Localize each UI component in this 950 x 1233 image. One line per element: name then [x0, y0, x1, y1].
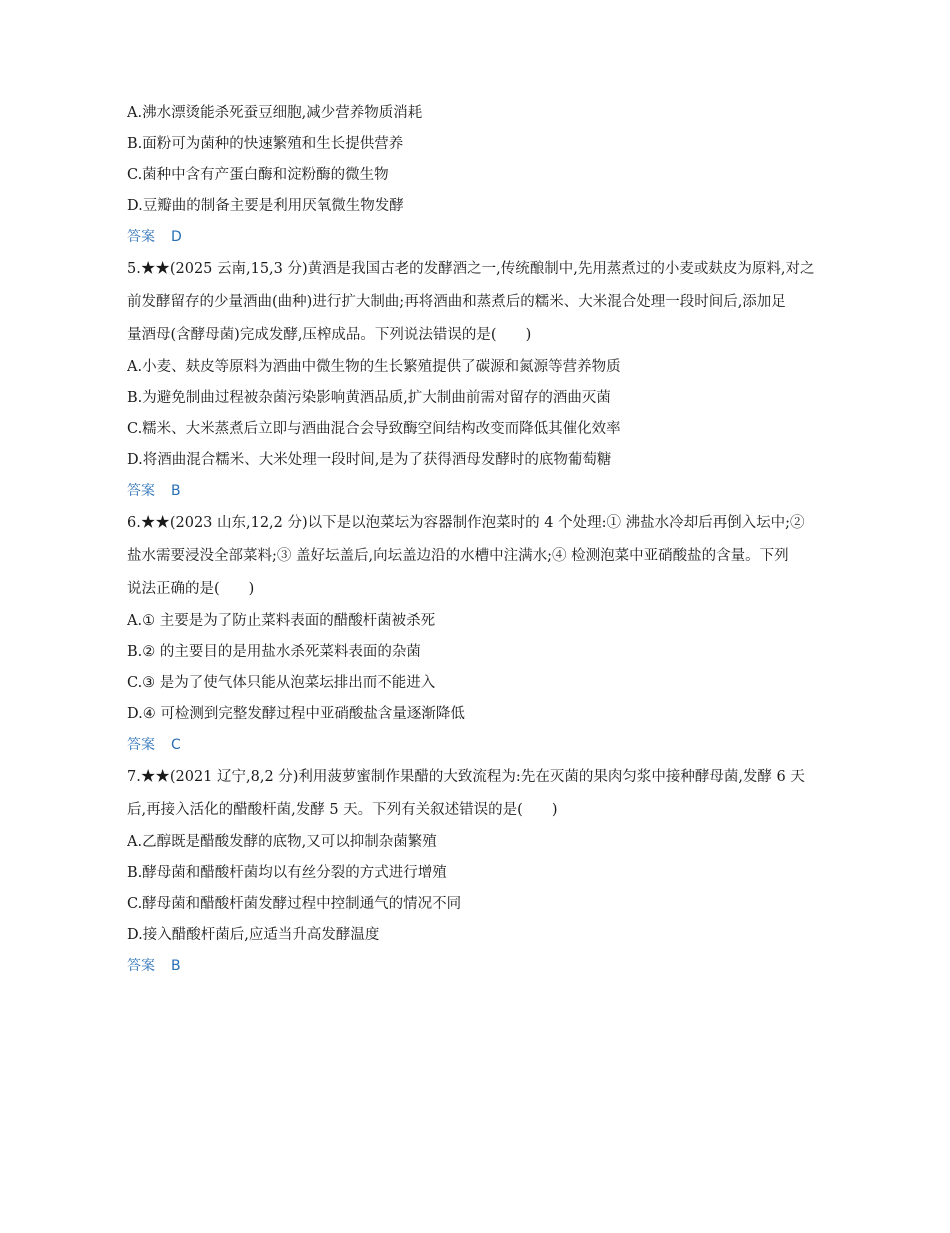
q5-option-c: C.糯米、大米蒸煮后立即与酒曲混合会导致酶空间结构改变而降低其催化效率	[127, 421, 621, 437]
q5-option-a: A.小麦、麸皮等原料为酒曲中微生物的生长繁殖提供了碳源和氮源等营养物质	[127, 359, 621, 375]
answer-label: 答案	[127, 737, 155, 753]
q6-stem-line-3: 说法正确的是( )	[127, 581, 255, 597]
q6-option-b: B.② 的主要目的是用盐水杀死菜料表面的杂菌	[127, 644, 421, 660]
q6-stem-line-1: 6.★★(2023 山东,12,2 分)以下是以泡菜坛为容器制作泡菜时的 4 个处理:① 沸盐水冷却后再倒入坛中;②	[127, 515, 805, 531]
answer-value: B	[171, 958, 181, 974]
document-page	[127, 98, 827, 982]
answer-label: 答案	[127, 958, 155, 974]
q7-option-a: A.乙醇既是醋酸发酵的底物,又可以抑制杂菌繁殖	[127, 834, 437, 850]
answer-value: C	[171, 737, 181, 753]
q5-stem-line-2: 前发酵留存的少量酒曲(曲种)进行扩大制曲;再将酒曲和蒸煮后的糯米、大米混合处理一段时间后,添加足	[127, 294, 786, 310]
q4-option-d: D.豆瓣曲的制备主要是利用厌氧微生物发酵	[127, 198, 404, 214]
q4-option-c: C.菌种中含有产蛋白酶和淀粉酶的微生物	[127, 167, 389, 183]
q6-stem-line-2: 盐水需要浸没全部菜料;③ 盖好坛盖后,向坛盖边沿的水槽中注满水;④ 检测泡菜中亚硝酸盐的含量。下列	[127, 548, 789, 564]
q6-answer	[127, 730, 827, 761]
answer-value: D	[171, 229, 182, 245]
question-4	[127, 98, 827, 253]
q5-stem-line-1: 5.★★(2025 云南,15,3 分)黄酒是我国古老的发酵酒之一,传统酿制中,先用蒸煮过的小麦或麸皮为原料,对之	[127, 261, 815, 277]
q7-option-b: B.酵母菌和醋酸杆菌均以有丝分裂的方式进行增殖	[127, 865, 447, 881]
answer-label: 答案	[127, 229, 155, 245]
q6-option-a: A.① 主要是为了防止菜料表面的醋酸杆菌被杀死	[127, 613, 436, 629]
q5-option-b: B.为避免制曲过程被杂菌污染影响黄酒品质,扩大制曲前需对留存的酒曲灭菌	[127, 390, 611, 406]
q7-option-c: C.酵母菌和醋酸杆菌发酵过程中控制通气的情况不同	[127, 896, 462, 912]
q6-option-d: D.④ 可检测到完整发酵过程中亚硝酸盐含量逐渐降低	[127, 706, 465, 722]
q7-option-d: D.接入醋酸杆菌后,应适当升高发酵温度	[127, 927, 380, 943]
answer-label: 答案	[127, 483, 155, 499]
q7-answer	[127, 951, 827, 982]
q6-option-c: C.③ 是为了使气体只能从泡菜坛排出而不能进入	[127, 675, 436, 691]
q7-stem-line-2: 后,再接入活化的醋酸杆菌,发酵 5 天。下列有关叙述错误的是( )	[127, 802, 558, 818]
question-5	[127, 253, 827, 507]
q5-stem-line-3: 量酒母(含酵母菌)完成发酵,压榨成品。下列说法错误的是( )	[127, 327, 532, 343]
q7-stem-line-1: 7.★★(2021 辽宁,8,2 分)利用菠萝蜜制作果醋的大致流程为:先在灭菌的果肉匀浆中接种酵母菌,发酵 6 天	[127, 769, 805, 785]
q4-option-b: B.面粉可为菌种的快速繁殖和生长提供营养	[127, 136, 404, 152]
q5-option-d: D.将酒曲混合糯米、大米处理一段时间,是为了获得酒母发酵时的底物葡萄糖	[127, 452, 612, 468]
question-7	[127, 761, 827, 982]
q4-option-a: A.沸水漂烫能杀死蚕豆细胞,减少营养物质消耗	[127, 105, 423, 121]
q4-answer	[127, 222, 827, 253]
q5-answer	[127, 476, 827, 507]
question-6	[127, 507, 827, 761]
answer-value: B	[171, 483, 181, 499]
